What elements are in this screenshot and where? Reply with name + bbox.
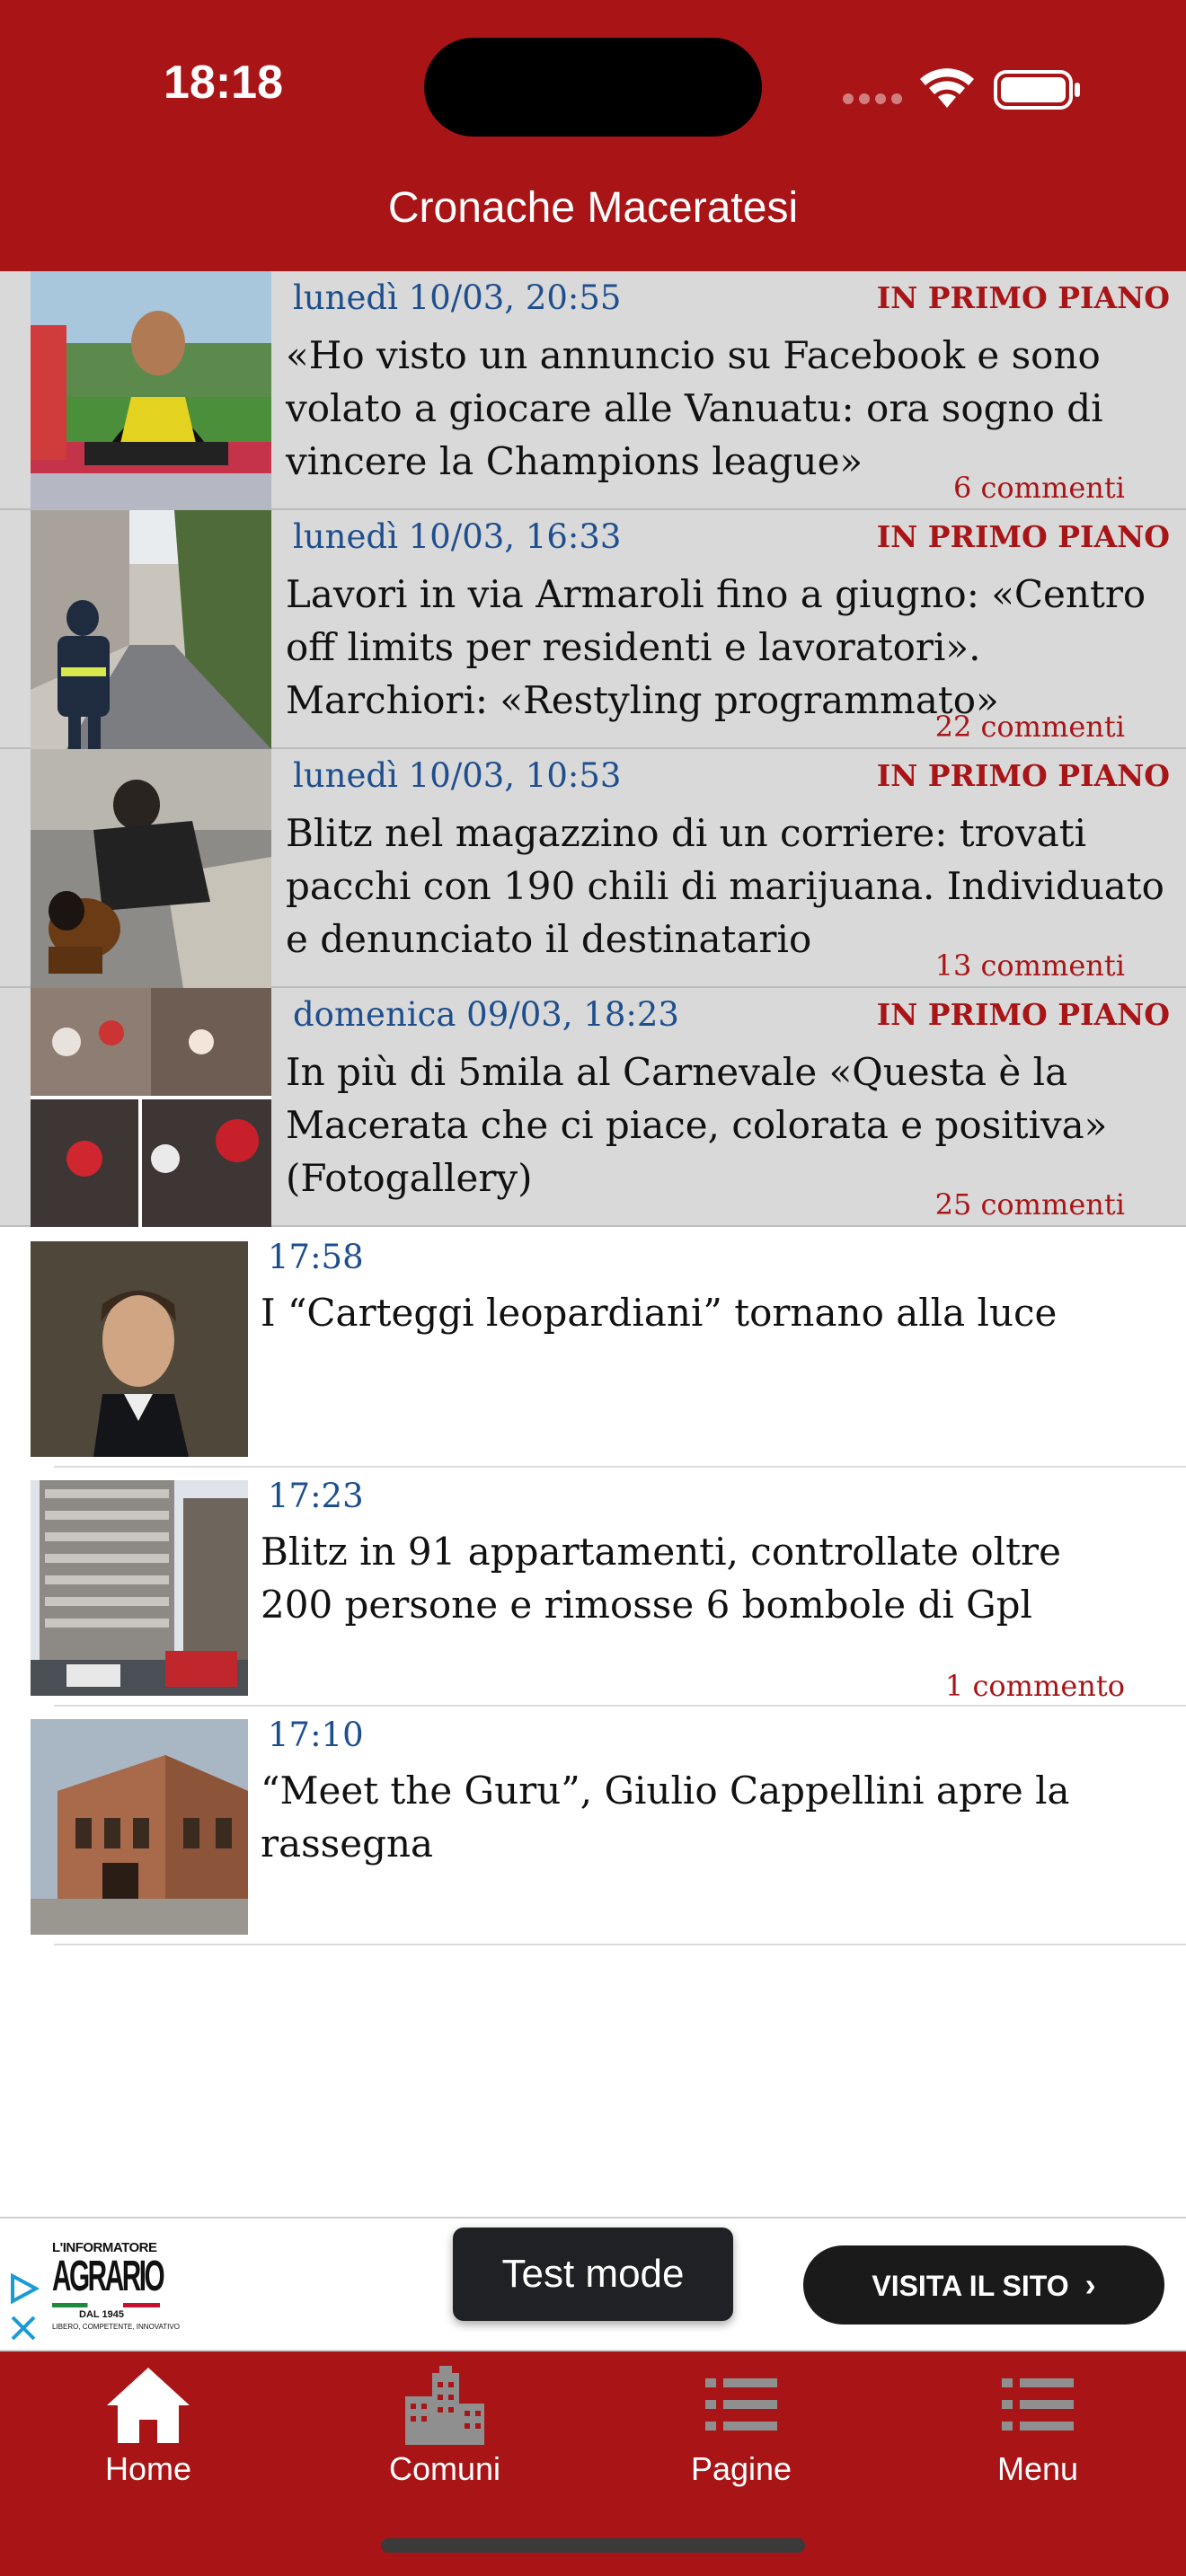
featured-article[interactable] <box>0 510 1186 749</box>
chevron-right-icon: › <box>1084 2266 1096 2303</box>
article-category: IN PRIMO PIANO <box>876 997 1170 1032</box>
news-article[interactable] <box>0 1229 1186 1468</box>
brand-top-text: L'INFORMATORE <box>52 2240 157 2255</box>
article-time: 17:10 <box>268 1716 364 1754</box>
tab-pagine[interactable] <box>593 2351 890 2495</box>
buildings-icon <box>400 2364 490 2447</box>
list-icon <box>696 2364 786 2447</box>
article-title[interactable]: I “Carteggi leopardiani” tornano alla luce <box>261 1291 1058 1335</box>
status-time: 18:18 <box>164 57 283 109</box>
article-thumbnail <box>31 271 271 510</box>
article-title[interactable]: «Ho visto un annuncio su Facebook e sono volato a giocare alle Vanuatu: ora sogno di vincere la Champions league» <box>286 333 1103 483</box>
home-icon <box>103 2364 193 2447</box>
article-time: 17:58 <box>268 1238 364 1276</box>
brand-since-text: DAL 1945 <box>79 2309 124 2320</box>
featured-article[interactable] <box>0 749 1186 988</box>
visit-site-button[interactable] <box>803 2245 1164 2325</box>
article-title[interactable]: In più di 5mila al Carnevale «Questa è la Macerata che ci piace, colorata e positiva» (Fotogallery) <box>286 1050 1108 1200</box>
article-date: domenica 09/03, 18:23 <box>293 995 679 1034</box>
tab-label: Comuni <box>388 2450 501 2487</box>
article-date: lunedì 10/03, 10:53 <box>293 756 622 795</box>
list-icon <box>993 2364 1083 2447</box>
article-comments[interactable]: 22 commenti <box>934 710 1125 744</box>
visit-site-label: VISITA IL SITO <box>872 2270 1069 2302</box>
advertiser-logo[interactable] <box>52 2240 180 2333</box>
article-comments[interactable]: 1 commento <box>944 1669 1125 1703</box>
tab-label: Menu <box>996 2450 1079 2487</box>
article-title[interactable]: Blitz in 91 appartamenti, controllate oltre 200 persone e rimosse 6 bombole di Gpl <box>261 1530 1061 1627</box>
article-thumbnail <box>31 510 271 749</box>
tab-label: Pagine <box>690 2450 792 2487</box>
news-article[interactable] <box>0 1468 1186 1707</box>
brand-tagline: LIBERO, COMPETENTE, INNOVATIVO <box>52 2323 180 2331</box>
app-title: Cronache Maceratesi <box>387 184 799 232</box>
article-category: IN PRIMO PIANO <box>876 519 1170 554</box>
tab-menu[interactable] <box>890 2351 1186 2495</box>
tab-home[interactable] <box>0 2351 296 2495</box>
article-thumbnail <box>31 1241 248 1457</box>
adchoices-icon[interactable] <box>5 2271 41 2346</box>
status-icons <box>841 63 1084 113</box>
wifi-icon <box>920 68 974 108</box>
article-title[interactable]: “Meet the Guru”, Giulio Cappellini apre la rassegna <box>261 1769 1070 1866</box>
article-category: IN PRIMO PIANO <box>876 280 1170 315</box>
news-article[interactable] <box>0 1707 1186 1945</box>
article-thumbnail <box>31 749 271 988</box>
article-thumbnail <box>31 1480 248 1696</box>
divider <box>54 1944 1186 1945</box>
brand-main-text: AGRARIO <box>52 2253 164 2300</box>
article-comments[interactable]: 6 commenti <box>952 471 1125 505</box>
tab-label: Home <box>104 2450 192 2487</box>
home-indicator[interactable] <box>381 2538 805 2553</box>
test-mode-badge: Test mode <box>453 2228 733 2321</box>
battery-icon <box>996 72 1080 108</box>
ad-banner[interactable] <box>0 2217 1186 2351</box>
article-category: IN PRIMO PIANO <box>876 758 1170 793</box>
brand-stripe <box>52 2303 160 2307</box>
article-date: lunedì 10/03, 20:55 <box>293 278 622 317</box>
dynamic-island <box>424 38 762 137</box>
article-thumbnail <box>31 1719 248 1935</box>
cellular-signal-icon <box>843 93 902 104</box>
article-title[interactable]: Blitz nel magazzino di un corriere: trovati pacchi con 190 chili di marijuana. Individuato e denunciato il destinatario <box>286 811 1164 961</box>
article-comments[interactable]: 25 commenti <box>934 1187 1125 1222</box>
tab-comuni[interactable] <box>296 2351 593 2495</box>
article-title[interactable]: Lavori in via Armaroli fino a giugno: «Centro off limits per residenti e lavoratori». Marchiori: «Restyling programmato» <box>286 572 1146 722</box>
featured-article[interactable] <box>0 988 1186 1227</box>
app-header <box>0 0 1186 271</box>
article-time: 17:23 <box>268 1477 364 1515</box>
article-date: lunedì 10/03, 16:33 <box>293 517 622 556</box>
article-thumbnail <box>31 988 271 1227</box>
article-comments[interactable]: 13 commenti <box>934 948 1125 983</box>
featured-article[interactable] <box>0 271 1186 510</box>
